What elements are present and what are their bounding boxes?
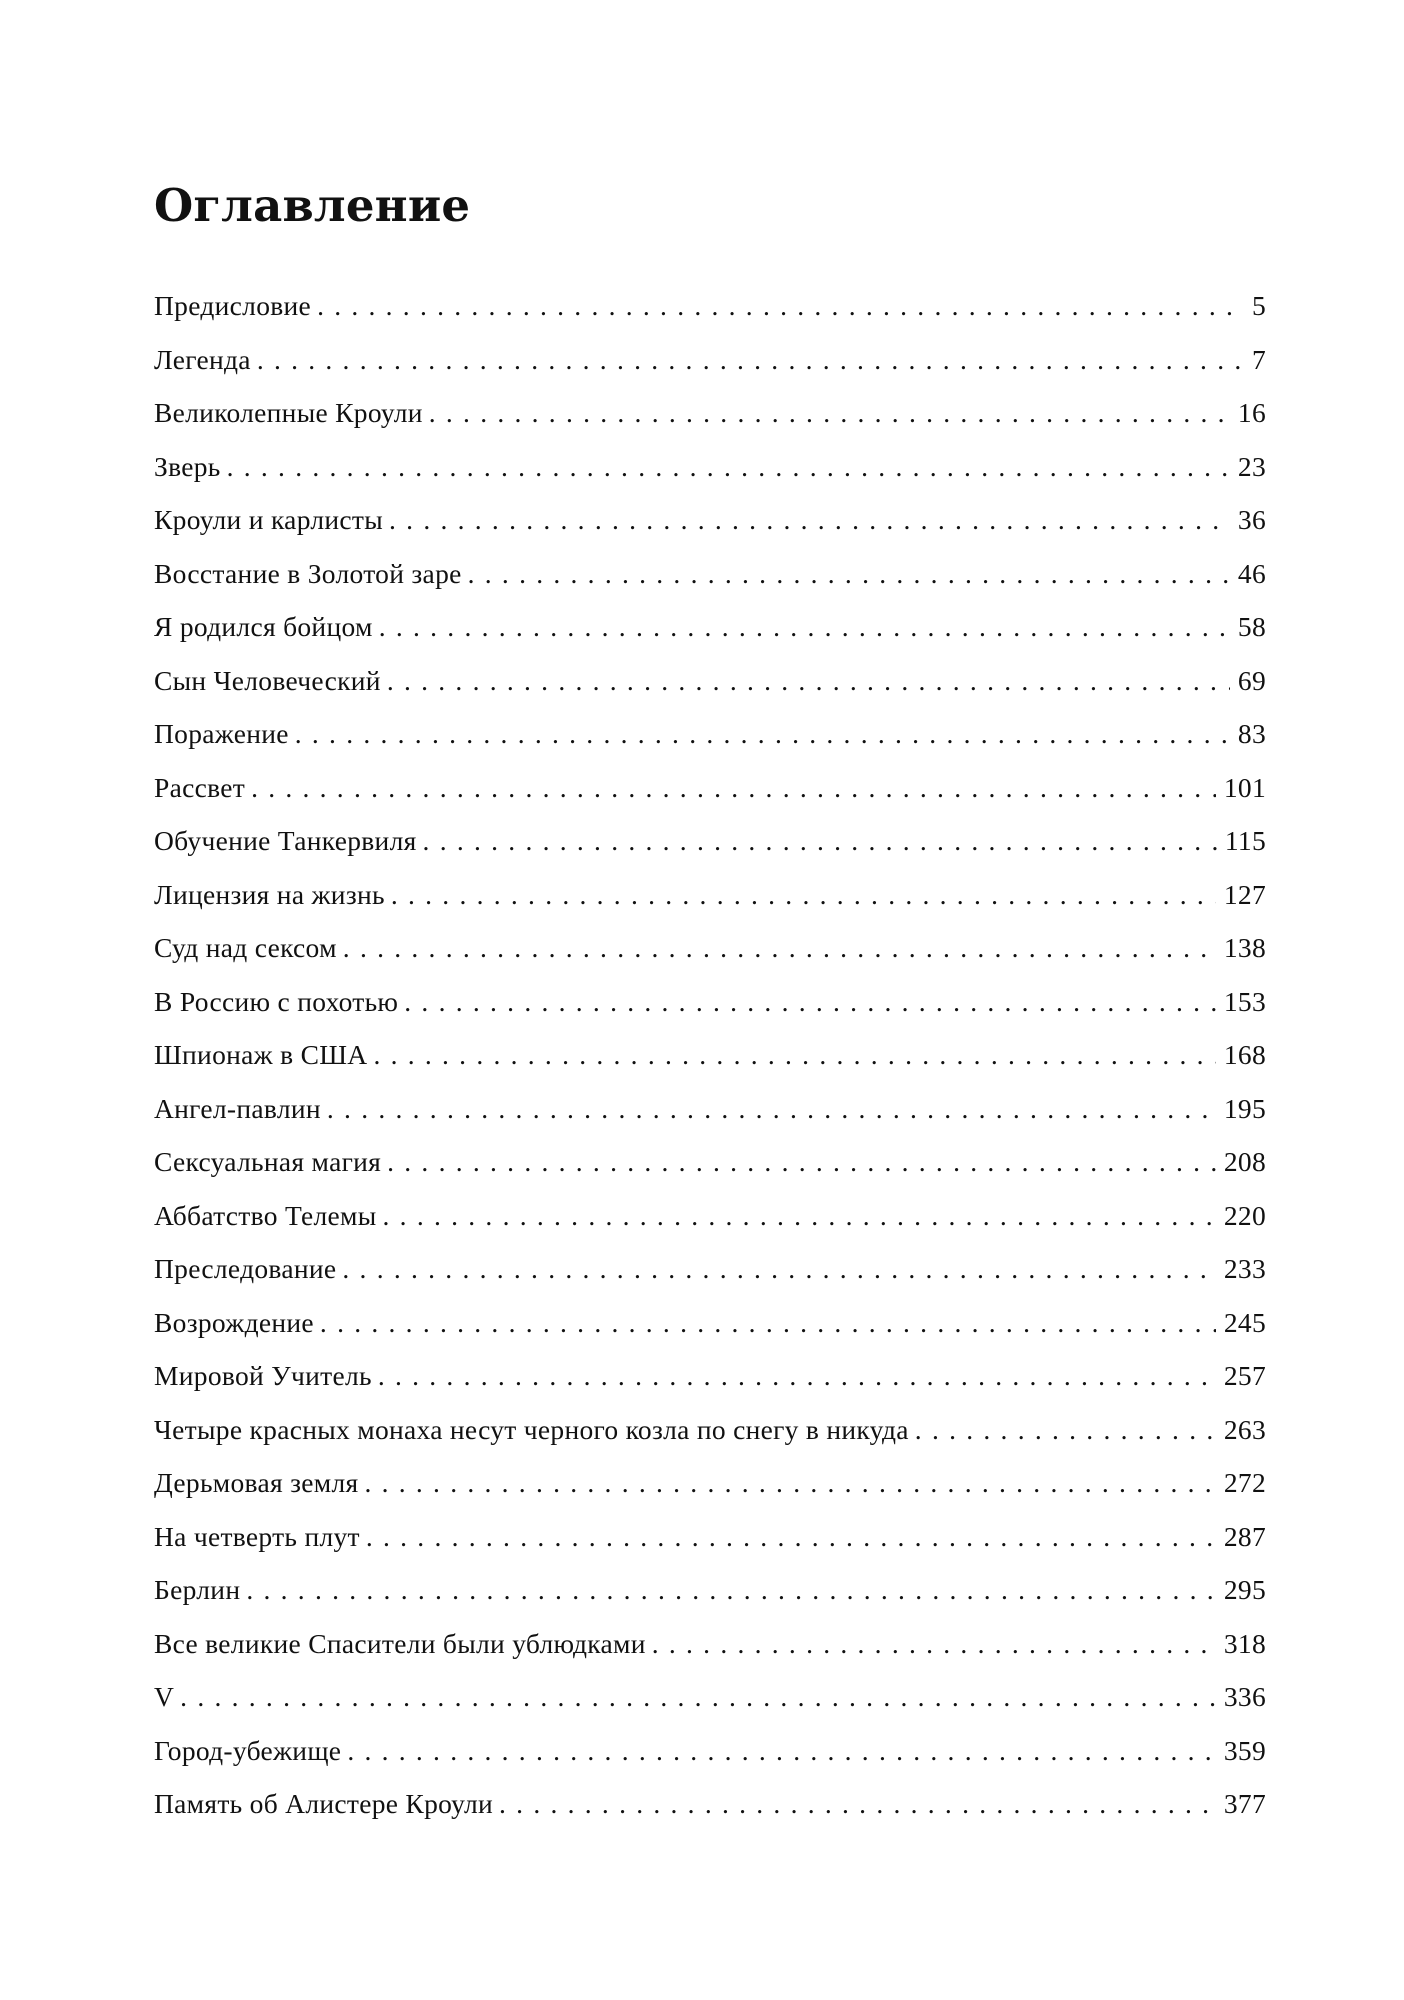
dot-leader [429, 386, 1230, 440]
toc-entry-title: Зверь [154, 450, 221, 482]
toc-page-number: 5 [1251, 290, 1266, 321]
toc-entry [154, 1670, 1266, 1724]
toc-page-number: 208 [1223, 1146, 1266, 1177]
toc-entry-title: Восстание в Золотой заре [154, 557, 462, 589]
toc-entry [154, 1510, 1266, 1564]
toc-entry-title: Берлин [154, 1574, 241, 1605]
toc-entry-title: Преследование [154, 1253, 337, 1284]
toc-entry [154, 1456, 1266, 1510]
dot-leader [379, 600, 1230, 654]
toc-entry-title: Сын Человеческий [154, 664, 381, 696]
dot-leader [320, 1296, 1216, 1350]
page-title: Оглавление [154, 179, 471, 232]
toc-entry [154, 279, 1266, 333]
toc-page-number: 101 [1223, 771, 1266, 803]
toc-entry-title: Дерьмовая земля [154, 1467, 359, 1498]
dot-leader [257, 333, 1240, 387]
toc-entry [154, 1082, 1266, 1136]
dot-leader [423, 814, 1217, 868]
toc-entry [154, 921, 1266, 975]
toc-entry-title: Лицензия на жизнь [154, 878, 385, 910]
toc-list [154, 279, 1266, 1831]
dot-leader [915, 1403, 1216, 1457]
dot-leader [378, 1349, 1216, 1403]
toc-entry-title: Я родился бойцом [154, 611, 373, 642]
toc-entry-title: В Россию с похотью [154, 985, 399, 1017]
toc-entry [154, 493, 1266, 547]
toc-page-number: 257 [1223, 1360, 1266, 1391]
toc-entry [154, 1777, 1266, 1831]
toc-entry [154, 654, 1266, 708]
toc-entry-title: Легенда [154, 343, 251, 375]
toc-page-number: 83 [1237, 718, 1266, 749]
toc-entry-title: Шпионаж в США [154, 1039, 368, 1070]
toc-entry-title: Сексуальная магия [154, 1146, 382, 1177]
toc-page-number: 195 [1223, 1092, 1266, 1124]
toc-entry [154, 440, 1266, 494]
dot-leader [295, 707, 1230, 761]
toc-page-number: 272 [1223, 1467, 1266, 1498]
toc-page-number: 359 [1223, 1734, 1266, 1766]
toc-entry-title: Память об Алистере Кроули [154, 1788, 494, 1819]
toc-page-number: 23 [1237, 450, 1266, 482]
dot-leader [366, 1510, 1216, 1564]
toc-entry [154, 1028, 1266, 1082]
dot-leader [373, 1028, 1215, 1082]
dot-leader [327, 1082, 1216, 1136]
toc-entry-title: Четыре красных монаха несут черного козла по снегу в никуда [154, 1413, 909, 1445]
dot-leader [347, 1724, 1216, 1778]
toc-entry-title: Возрождение [154, 1306, 314, 1338]
toc-entry-title: Аббатство Телемы [154, 1199, 377, 1231]
toc-entry [154, 600, 1266, 654]
toc-page-number: 36 [1237, 504, 1266, 535]
toc-page-number: 153 [1223, 985, 1266, 1017]
toc-page-number: 138 [1223, 932, 1266, 963]
toc-page-number: 245 [1223, 1306, 1266, 1338]
toc-entry-title: Обучение Танкервиля [154, 825, 417, 856]
toc-page-number: 287 [1223, 1520, 1266, 1552]
toc-entry-title: Поражение [154, 718, 289, 749]
toc-entry [154, 1242, 1266, 1296]
toc-page-number: 127 [1223, 878, 1266, 910]
toc-entry-title: Суд над сексом [154, 932, 337, 963]
toc-page-number: 115 [1224, 825, 1266, 856]
toc-entry [154, 975, 1266, 1029]
toc-page-number: 16 [1237, 397, 1266, 428]
toc-page-number: 336 [1223, 1681, 1266, 1712]
toc-entry-title: V [154, 1681, 175, 1712]
dot-leader [364, 1456, 1215, 1510]
toc-page-number: 377 [1223, 1788, 1266, 1819]
toc-entry-title: На четверть плут [154, 1520, 360, 1552]
toc-entry-title: Предисловие [154, 290, 312, 321]
toc-entry-title: Все великие Спасители были ублюдками [154, 1627, 646, 1659]
toc-page-number: 263 [1223, 1413, 1266, 1445]
dot-leader [246, 1563, 1216, 1617]
dot-leader [343, 921, 1216, 975]
toc-entry-title: Великолепные Кроули [154, 397, 423, 428]
toc-entry [154, 1189, 1266, 1243]
dot-leader [404, 975, 1216, 1029]
toc-page-number: 168 [1223, 1039, 1266, 1070]
dot-leader [391, 868, 1216, 922]
toc-entry [154, 707, 1266, 761]
toc-entry [154, 1617, 1266, 1671]
toc-entry-title: Мировой Учитель [154, 1360, 372, 1391]
dot-leader [251, 761, 1216, 815]
dot-leader [468, 547, 1230, 601]
toc-page-number: 58 [1237, 611, 1266, 642]
toc-entry-title: Кроули и карлисты [154, 504, 384, 535]
dot-leader [317, 279, 1240, 333]
toc-entry [154, 386, 1266, 440]
dot-leader [342, 1242, 1215, 1296]
toc-entry-title: Рассвет [154, 771, 246, 803]
toc-page-number: 233 [1223, 1253, 1266, 1284]
dot-leader [387, 654, 1230, 708]
dot-leader [180, 1670, 1216, 1724]
dot-leader [389, 493, 1230, 547]
toc-entry-title: Город-убежище [154, 1734, 342, 1766]
toc-page-number: 295 [1223, 1574, 1266, 1605]
toc-entry [154, 1724, 1266, 1778]
dot-leader [387, 1135, 1216, 1189]
dot-leader [499, 1777, 1216, 1831]
toc-entry [154, 1135, 1266, 1189]
dot-leader [383, 1189, 1216, 1243]
toc-page-number: 7 [1251, 343, 1266, 375]
toc-page-number: 46 [1237, 557, 1266, 589]
toc-entry [154, 814, 1266, 868]
toc-entry [154, 761, 1266, 815]
toc-page-number: 220 [1223, 1199, 1266, 1231]
toc-entry [154, 1403, 1266, 1457]
toc-entry [154, 868, 1266, 922]
toc-page-number: 69 [1237, 664, 1266, 696]
dot-leader [652, 1617, 1216, 1671]
dot-leader [227, 440, 1230, 494]
toc-entry [154, 333, 1266, 387]
toc-page-number: 318 [1223, 1627, 1266, 1659]
toc-entry-title: Ангел-павлин [154, 1092, 321, 1124]
toc-entry [154, 1563, 1266, 1617]
toc-entry [154, 1349, 1266, 1403]
toc-entry [154, 547, 1266, 601]
toc-entry [154, 1296, 1266, 1350]
